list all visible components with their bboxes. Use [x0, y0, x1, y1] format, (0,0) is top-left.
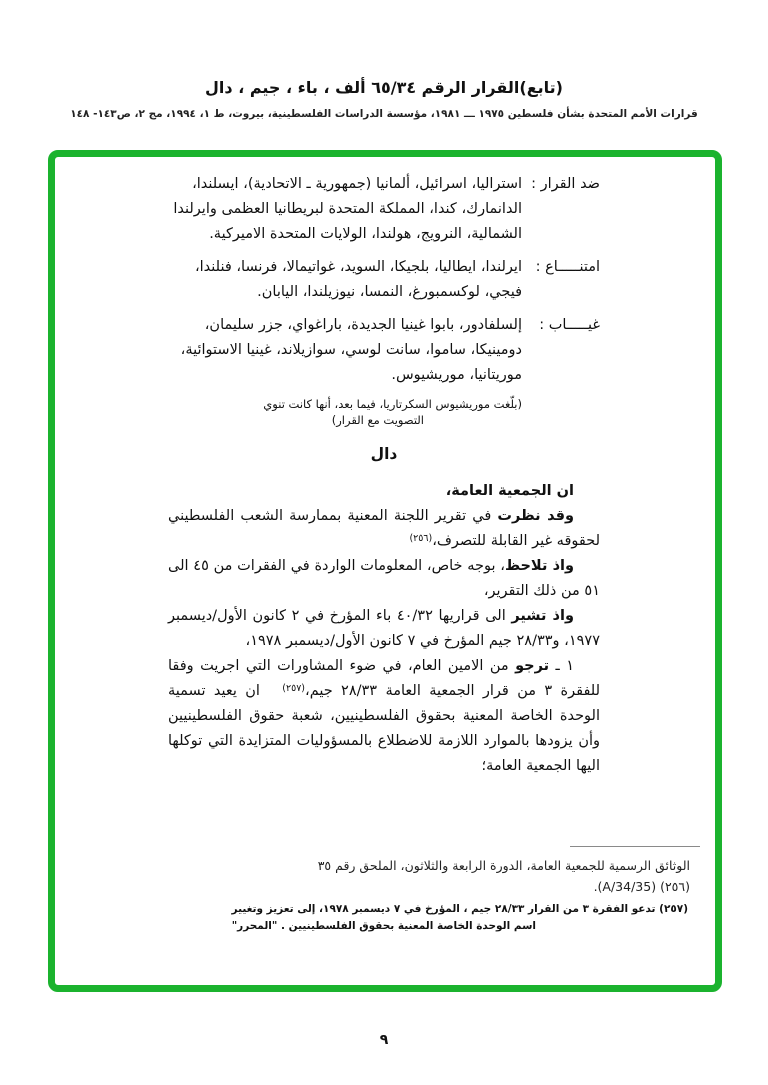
- source-citation-line: قرارات الأمم المتحدة بشأن فلسطين ١٩٧٥ ـــ ١٩٨١، مؤسسة الدراسات الفلسطينية، بيروت، ط ١، ١٩٩٤، مج ٢، ص١٤٣- ١٤٨: [70, 108, 698, 120]
- paragraph-recalling-lead: واذ تشير: [511, 608, 574, 624]
- vote-countries-absent: إلسلفادور، بابوا غينيا الجديدة، باراغواي، جزر سليمان، دومينيكا، ساموا، سانت لوسي، سوازيلاند، غينيا الاستوائية، موريتانيا، موريشيوس.: [180, 317, 522, 383]
- vote-label-abstain: امتنـــــاع :: [535, 259, 600, 275]
- footnote-257-line2: اسم الوحدة الخاصة المعنية بحقوق الفلسطينيين . "المحرر": [231, 920, 536, 932]
- footnote-ref-257: (٢٥٧): [282, 683, 306, 694]
- paragraph-requests: [168, 654, 600, 779]
- paragraph-requests-text2: ان يعيد تسمية الوحدة الخاصة المعنية بحقوق الفلسطينيين، شعبة حقوق الفلسطينيين وأن يزودها بالموارد اللازمة للاضطلاع بالمسؤوليات المتزايدة التي توكلها اليها الجمعية العامة؛: [168, 683, 600, 774]
- paragraph-noting-text: ، بوجه خاص، المعلومات الواردة في الفقرات من ٤٥ الى ٥١ من ذلك التقرير،: [168, 558, 600, 599]
- paragraph-considered: [168, 504, 600, 554]
- footnote-ref-256: (٢٥٦): [409, 533, 433, 544]
- vote-countries-abstain: ايرلندا، ايطاليا، بلجيكا، السويد، غواتيمالا، فرنسا، فنلندا، فيجي، لوكسمبورغ، النمسا، نيوزيلندا، اليابان.: [194, 259, 522, 300]
- paragraph-noting-lead: واذ تلاحظ: [504, 558, 574, 574]
- vote-item-abstain: [168, 255, 600, 305]
- paragraph-considered-text: في تقرير اللجنة المعنية بممارسة الشعب الفلسطيني لحقوقه غير القابلة للتصرف،: [168, 508, 600, 549]
- footnote-257: [231, 901, 688, 935]
- paragraph-considered-lead: وقد نظرت: [497, 508, 574, 524]
- vote-item-absent: [168, 313, 600, 388]
- vote-item-against: [168, 172, 600, 247]
- secretariat-note-line2: التصويت مع القرار): [331, 413, 424, 427]
- footnote-256: [317, 855, 690, 897]
- paragraph-requests-lead: ترجو: [515, 658, 550, 674]
- footnote-256-line1: الوثائق الرسمية للجمعية العامة، الدورة الرابعة والثلاثون، الملحق رقم ٣٥: [317, 858, 690, 873]
- section-heading-dal: دال: [370, 445, 398, 463]
- paragraph-noting: [168, 554, 600, 604]
- paragraph-requests-text: من الامين العام، في ضوء المشاورات التي اجريت وفقا للفقرة ٣ من قرار الجمعية العامة ٢٨/٣٣ جيم،: [168, 658, 600, 699]
- paragraph-requests-number: ١ ـ: [549, 658, 574, 674]
- footnote-separator: [570, 846, 700, 847]
- paragraph-recalling-text: الى قراريها ٤٠/٣٢ باء المؤرخ في ٢ كانون الأول/ديسمبر ١٩٧٧، و٢٨/٣٣ جيم المؤرخ في ٧ كانون الأول/ديسمبر ١٩٧٨،: [168, 608, 600, 649]
- page-number: ٩: [379, 1032, 389, 1048]
- footnote-257-line1: (٢٥٧) تدعو الفقرة ٣ من القرار ٢٨/٣٣ جيم ، المؤرخ في ٧ ديسمبر ١٩٧٨، إلى تعزيز وتغيير: [231, 903, 688, 915]
- vote-countries-against: استراليا، اسرائيل، ألمانيا (جمهورية ـ الاتحادية)، ايسلندا، الدانمارك، كندا، المملكة المتحدة لبريطانيا العظمى وايرلندا الشمالية، النرويج، هولندا، الولايات المتحدة الاميركية.: [173, 176, 522, 242]
- paragraph-recalling: [168, 604, 600, 654]
- secretariat-note: [168, 396, 600, 428]
- vote-label-absent: غيـــــاب :: [539, 317, 600, 333]
- resolution-title: (تابع)القرار الرقم ٦٥/٣٤ ألف ، باء ، جيم ، دال: [205, 78, 563, 97]
- vote-label-against: ضد القرار :: [531, 176, 600, 192]
- opening-line: ان الجمعية العامة،: [445, 483, 574, 499]
- footnote-256-line2: (٢٥٦) (A/34/35).: [593, 879, 690, 894]
- secretariat-note-line1: (بلّغت موريشيوس السكرتاريا، فيما بعد، أنها كانت تنوي: [263, 397, 522, 411]
- document-body: [168, 172, 600, 779]
